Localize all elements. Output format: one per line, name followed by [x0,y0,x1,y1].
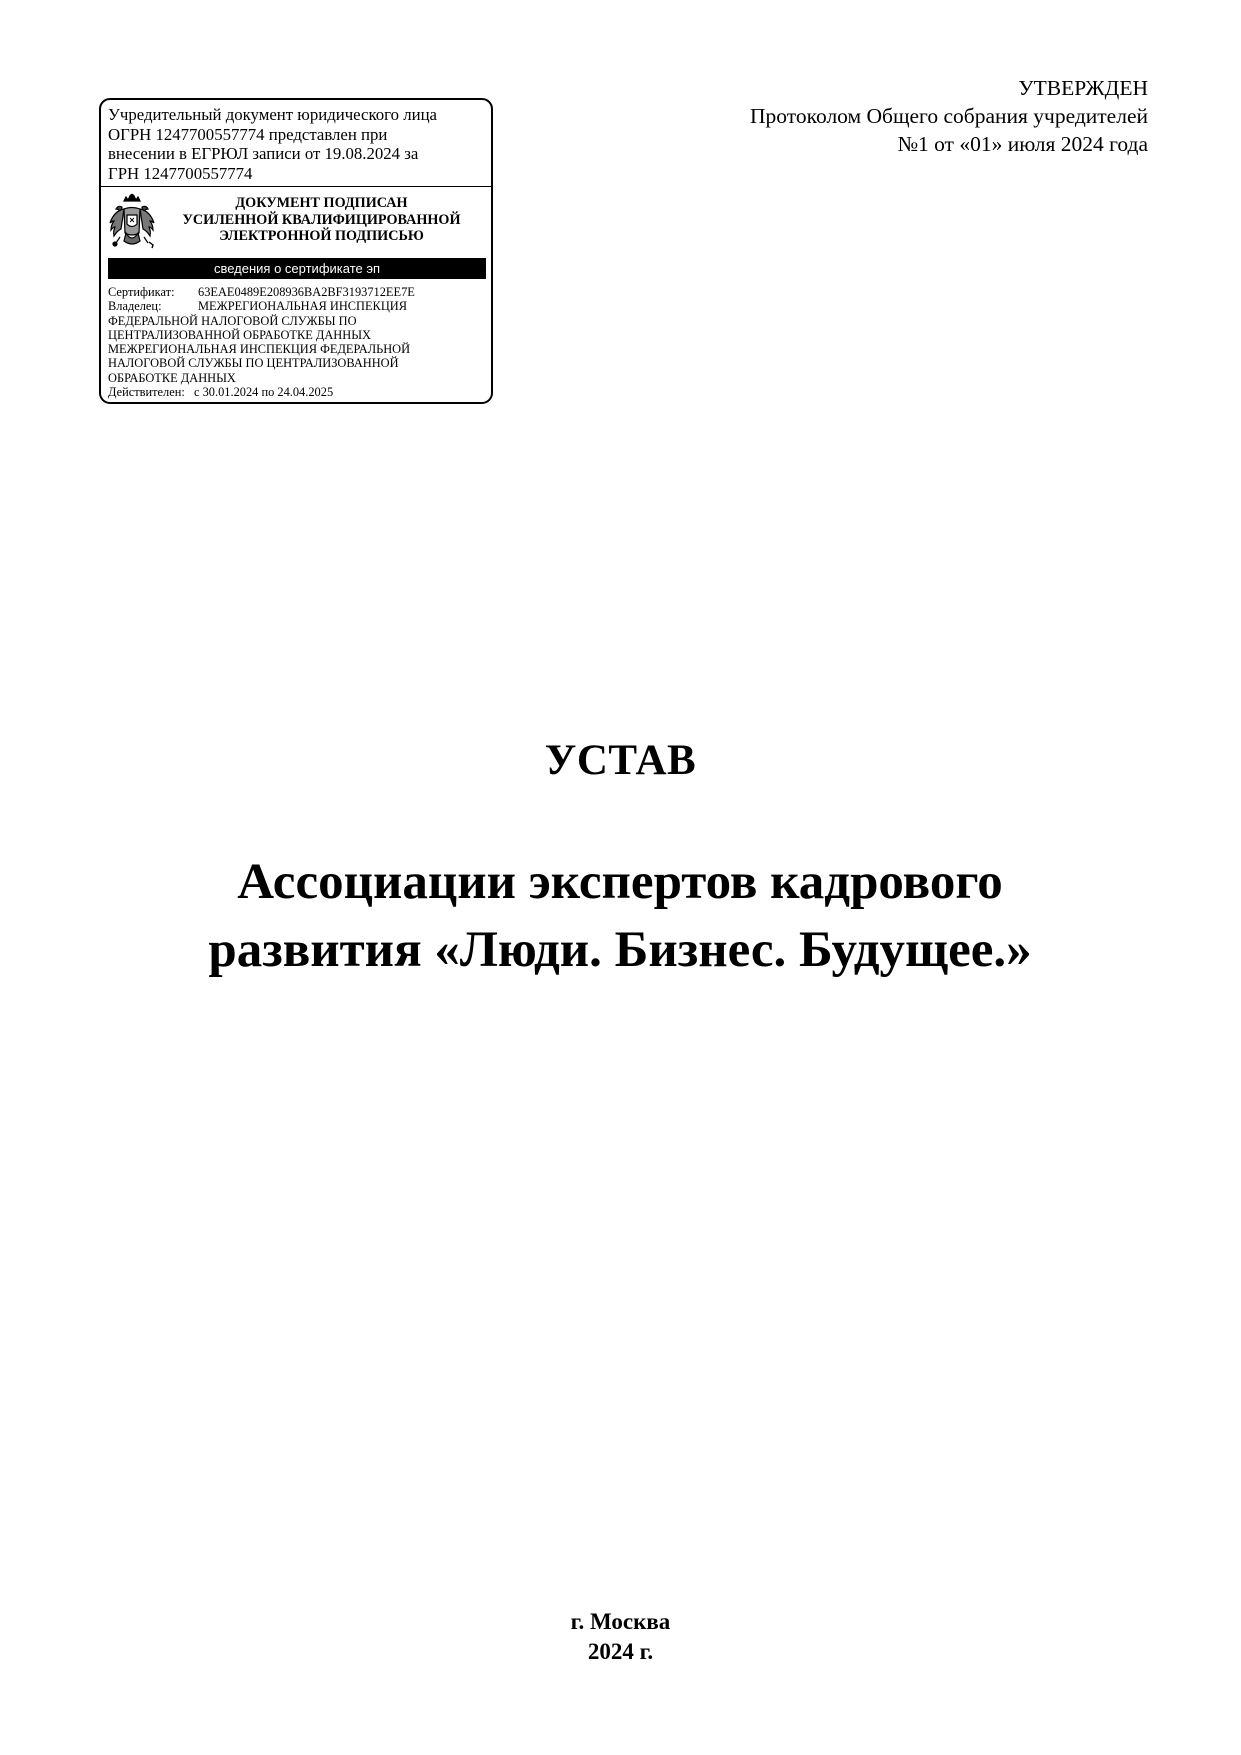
validity-value: с 30.01.2024 по 24.04.2025 [194,385,334,400]
organization-name-line: развития «Люди. Бизнес. Будущее.» [208,922,1032,978]
owner-line: ФЕДЕРАЛЬНОЙ НАЛОГОВОЙ СЛУЖБЫ ПО [108,313,357,328]
coat-of-arms-icon [106,193,158,251]
validity-label: Действителен: [108,385,185,400]
footer-city: г. Москва [570,1609,671,1634]
signature-header [108,193,485,251]
owner-row [108,299,485,313]
registration-line: ГРН 1247700557774 [108,163,253,183]
signature-title-line: ЭЛЕКТРОННОЙ ПОДПИСЬЮ [219,228,424,245]
signature-title [158,193,485,245]
document-title: УСТАВ [544,737,697,784]
footer-year: 2024 г. [587,1639,654,1664]
approval-block [750,74,1148,158]
certificate-value: 63EAE0489E208936BA2BF3193712EE7E [198,285,415,299]
certificate-details [108,285,485,399]
approval-date: №1 от «01» июля 2024 года [897,132,1148,156]
certificate-row [108,285,485,299]
registration-text [108,105,485,183]
certificate-info-bar: сведения о сертификате эп [108,258,486,279]
validity-row [108,385,485,399]
approval-protocol: Протоколом Общего собрания учредителей [750,104,1148,128]
registration-line: Учредительный документ юридического лица [108,105,437,124]
signature-title-line: ДОКУМЕНТ ПОДПИСАН [235,195,408,211]
registration-stamp [99,98,493,404]
owner-line: ЦЕНТРАЛИЗОВАННОЙ ОБРАБОТКЕ ДАННЫХ [108,327,371,342]
owner-label: Владелец: [108,299,162,314]
owner-line: НАЛОГОВОЙ СЛУЖБЫ ПО ЦЕНТРАЛИЗОВАННОЙ [108,356,399,371]
certificate-label: Сертификат: [108,285,175,299]
document-footer [0,1607,1241,1667]
signature-title-line: УСИЛЕННОЙ КВАЛИФИЦИРОВАННОЙ [182,211,461,228]
owner-line: МЕЖРЕГИОНАЛЬНАЯ ИНСПЕКЦИЯ ФЕДЕРАЛЬНОЙ [108,342,411,357]
registration-line: ОГРН 1247700557774 представлен при [108,124,388,144]
owner-line: МЕЖРЕГИОНАЛЬНАЯ ИНСПЕКЦИЯ [198,299,407,314]
owner-line: ОБРАБОТКЕ ДАННЫХ [108,370,236,385]
organization-name-line: Ассоциации экспертов кадрового [237,854,1003,910]
organization-name [140,848,1100,984]
stamp-divider [101,186,491,187]
registration-line: внесении в ЕГРЮЛ записи от 19.08.2024 за [108,144,419,163]
approval-heading: УТВЕРЖДЕН [1018,76,1148,100]
